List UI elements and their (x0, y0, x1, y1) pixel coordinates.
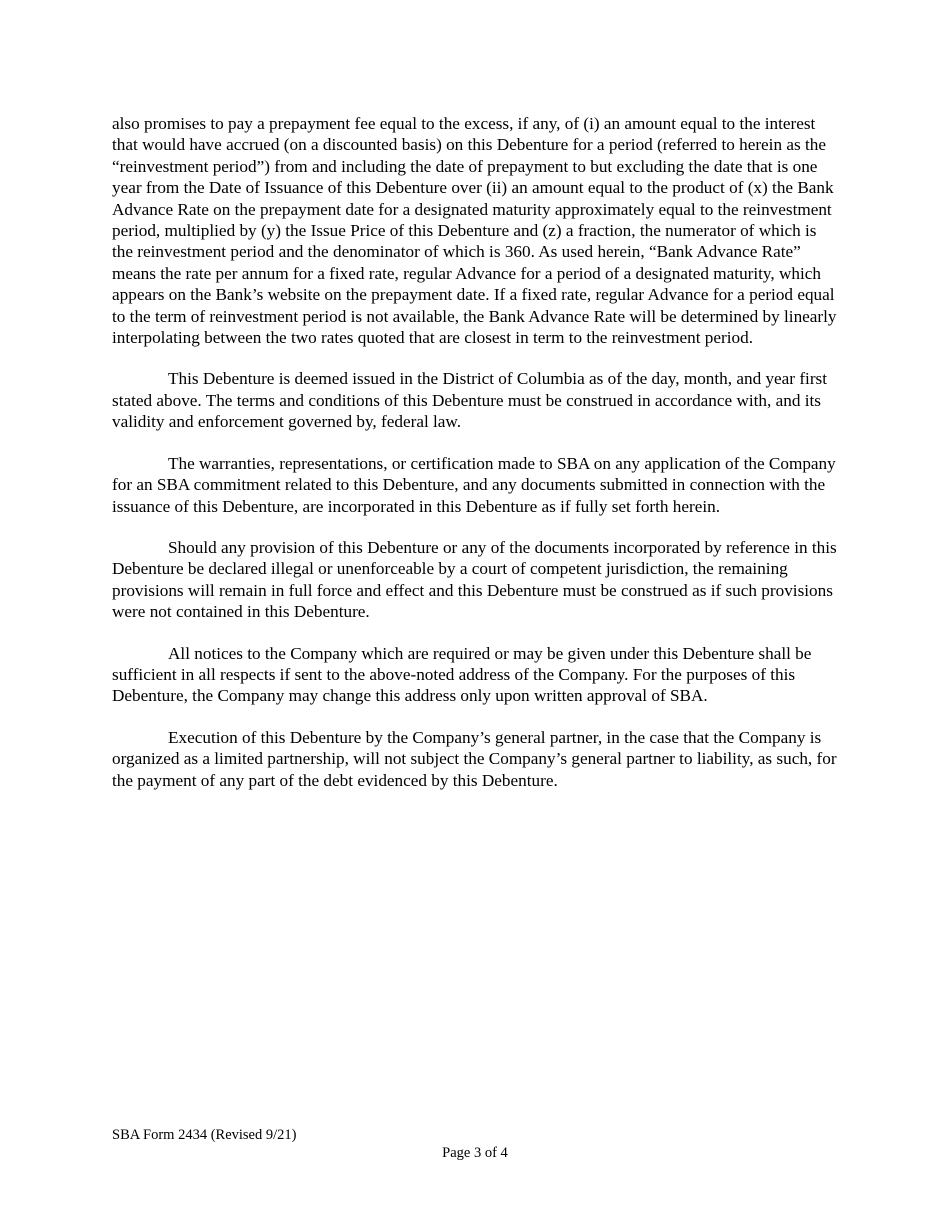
paragraph-general-partner: Execution of this Debenture by the Company’s general partner, in the case that the Company is organized as a limited partnership, will not subject the Company’s general partner to liability, as such, for the payment of any part of the debt evidenced by this Debenture. (112, 727, 837, 790)
document-body (112, 113, 840, 811)
paragraph-severability: Should any provision of this Debenture or any of the documents incorporated by reference in this Debenture be declared illegal or unenforceable by a court of competent jurisdiction, the remaining provisions will remain in full force and effect and this Debenture must be construed as if such provisions were not contained in this Debenture. (112, 537, 837, 622)
footer-form-label: SBA Form 2434 (Revised 9/21) (112, 1127, 297, 1143)
footer-page-number: Page 3 of 4 (442, 1145, 508, 1161)
paragraph-notices: All notices to the Company which are required or may be given under this Debenture shall be sufficient in all respects if sent to the above-noted address of the Company. For the purposes of this Debenture, the Company may change this address only upon written approval of SBA. (112, 643, 812, 706)
paragraph-issuance-jurisdiction: This Debenture is deemed issued in the District of Columbia as of the day, month, and year first stated above. The terms and conditions of this Debenture must be construed in accordance with, and its validity and enforcement governed by, federal law. (112, 369, 828, 432)
paragraph-warranties: The warranties, representations, or certification made to SBA on any application of the Company for an SBA commitment related to this Debenture, and any documents submitted in connection with the issuance of this Debenture, are incorporated in this Debenture as if fully set forth herein. (112, 453, 836, 516)
paragraph-prepayment-fee: also promises to pay a prepayment fee equal to the excess, if any, of (i) an amount equal to the interest that would have accrued (on a discounted basis) on this Debenture for a period (referred to herein as the “reinvestment period”) from and including the date of prepayment to but excluding the date that is one year from the Date of Issuance of this Debenture over (ii) an amount equal to the product of (x) the Bank Advance Rate on the prepayment date for a designated maturity approximately equal to the reinvestment period, multiplied by (y) the Issue Price of this Debenture and (z) a fraction, the numerator of which is the reinvestment period and the denominator of which is 360. As used herein, “Bank Advance Rate” means the rate per annum for a fixed rate, regular Advance for a period of a designated maturity, which appears on the Bank’s website on the prepayment date. If a fixed rate, regular Advance for a period equal to the term of reinvestment period is not available, the Bank Advance Rate will be determined by linearly interpolating between the two rates quoted that are closest in term to the reinvestment period. (112, 114, 837, 348)
